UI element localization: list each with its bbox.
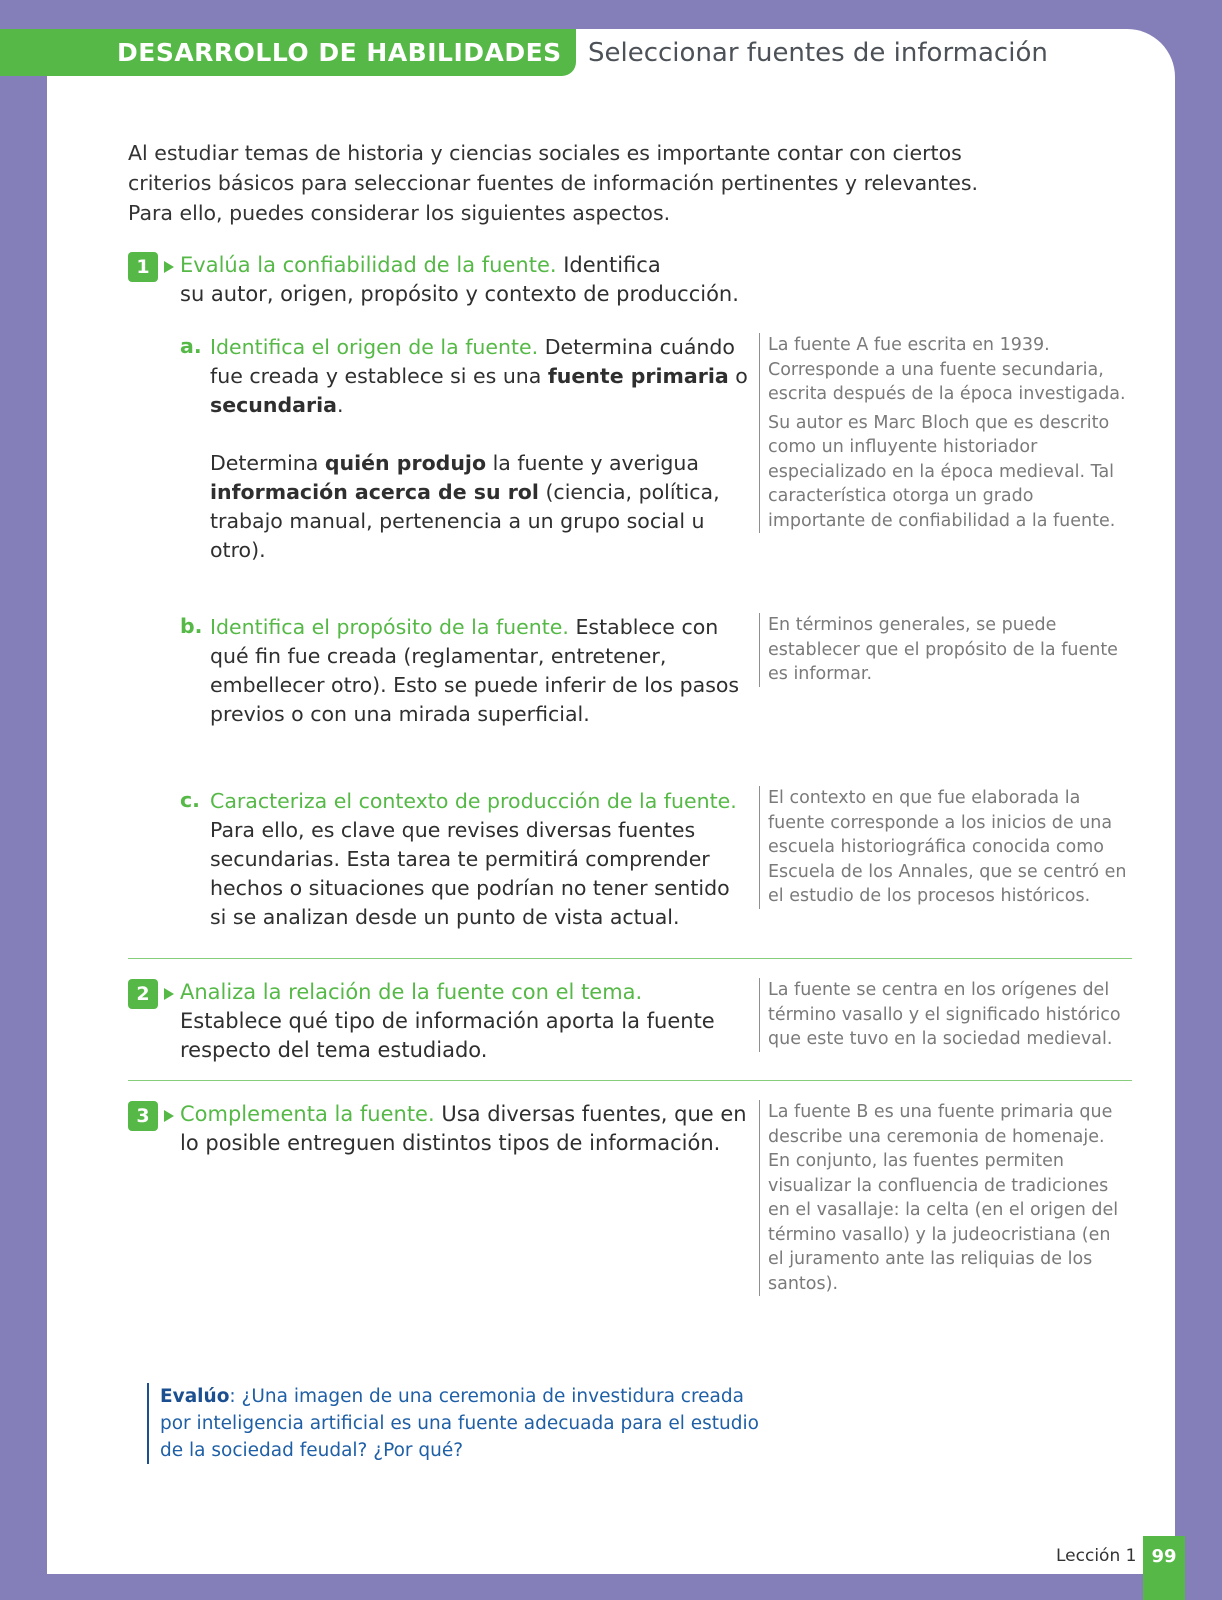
evaluo-label: Evalúo	[160, 1386, 230, 1407]
arrow-right-icon	[164, 1110, 174, 1122]
divider	[128, 958, 1132, 959]
substep-c	[210, 787, 750, 932]
side-note	[759, 333, 1129, 533]
substep-b	[210, 613, 740, 729]
side-note	[759, 613, 1129, 687]
step-number-badge: 2	[128, 979, 158, 1009]
step-title: Analiza la relación de la fuente con el tema.	[180, 980, 643, 1004]
bold-term: secundaria	[210, 393, 337, 417]
arrow-right-icon	[164, 988, 174, 1000]
intro-paragraph: Al estudiar temas de historia y ciencias sociales es importante contar con ciertos criterios básicos para seleccionar fuentes de información pertinentes y relevantes. Para ello, puedes considerar los siguientes aspectos.	[128, 141, 979, 225]
side-note-text: La fuente se centra en los orígenes del término vasallo y el significado histórico que este tuvo en la sociedad medieval.	[768, 980, 1121, 1049]
step-title: Evalúa la confiabilidad de la fuente.	[180, 253, 557, 277]
side-note-text: Su autor es Marc Bloch que es descrito como un influyente historiador especializado en la época medieval. Tal característica otorga un grado importante de confiabilidad a la fuente.	[768, 412, 1116, 531]
step-title: Complementa la fuente.	[180, 1102, 435, 1126]
text-run: .	[336, 393, 344, 417]
bold-term: fuente primaria	[547, 364, 729, 388]
step-number-badge: 1	[128, 252, 158, 282]
step-text: Establece qué tipo de información aporta la fuente respecto del tema estudiado.	[180, 1009, 715, 1062]
substep-a	[210, 333, 760, 565]
section-banner: DESARROLLO DE HABILIDADES	[0, 29, 576, 76]
substep-letter: c.	[180, 788, 200, 812]
step-1	[180, 251, 740, 309]
substep-text: Para ello, es clave que revises diversas fuentes secundarias. Esta tarea te permitirá comprender hechos o situaciones que podrían no tener sentido si se analizan desde un punto de vista actual.	[210, 818, 730, 929]
side-note-text: La fuente B es una fuente primaria que describe una ceremonia de homenaje. En conjunto, las fuentes permiten visualizar la confluencia de tradiciones en el vasallaje: la celta (en el origen del término vasallo) y la judeocristiana (en el juramento ante las reliquias de los santos).	[768, 1102, 1119, 1294]
text-run: Determina cuándo fue creada y establece si es una	[210, 335, 735, 388]
step-text: Usa diversas fuentes, que en lo posible entreguen distintos tipos de información.	[180, 1102, 747, 1155]
evaluo-text: : ¿Una imagen de una ceremonia de investidura creada por inteligencia artificial es una fuente adecuada para el estudio de la sociedad feudal? ¿Por qué?	[160, 1386, 759, 1461]
substep-title: Caracteriza el contexto de producción de la fuente.	[210, 789, 737, 813]
step-2	[180, 978, 740, 1065]
page-title: Seleccionar fuentes de información	[588, 38, 1048, 68]
substep-a-paragraph-2	[210, 449, 760, 565]
step-3	[180, 1100, 750, 1158]
text-run: la fuente y averigua	[486, 451, 699, 475]
substep-a-paragraph-1	[210, 333, 760, 420]
side-note	[759, 786, 1129, 909]
step-text: Identifica	[563, 253, 661, 277]
step-text-continued: su autor, origen, propósito y contexto de producción.	[180, 282, 739, 306]
evaluo-question	[147, 1383, 767, 1464]
text-run: Determina	[210, 451, 325, 475]
side-note-text: El contexto en que fue elaborada la fuente corresponde a los inicios de una escuela historiográfica conocida como Escuela de los Annales, que se centró en el estudio de los procesos históricos.	[768, 788, 1127, 906]
side-note-text: La fuente A fue escrita en 1939. Corresponde a una fuente secundaria, escrita después de la época investigada.	[768, 335, 1126, 404]
page-number: 99	[1143, 1536, 1185, 1600]
substep-letter: a.	[180, 334, 202, 358]
lesson-label: Lección 1	[1056, 1546, 1137, 1566]
substep-title: Identifica el propósito de la fuente.	[210, 615, 569, 639]
divider	[128, 1080, 1132, 1081]
bold-term: quién produjo	[324, 451, 487, 475]
side-note	[759, 1100, 1129, 1296]
substep-text: Establece con qué fin fue creada (reglamentar, entretener, embellecer otro). Esto se puede inferir de los pasos previos o con una mirada superficial.	[210, 615, 740, 726]
substep-title: Identifica el origen de la fuente.	[210, 335, 539, 359]
side-note	[759, 978, 1129, 1052]
text-run: o	[728, 364, 748, 388]
text-run: (ciencia, política, trabajo manual, pertenencia a un grupo social u otro).	[210, 480, 720, 562]
arrow-right-icon	[164, 261, 174, 273]
bold-term: información acerca de su rol	[210, 480, 539, 504]
substep-letter: b.	[180, 614, 203, 638]
step-number-badge: 3	[128, 1101, 158, 1131]
side-note-text: En términos generales, se puede establecer que el propósito de la fuente es informar.	[768, 615, 1118, 684]
